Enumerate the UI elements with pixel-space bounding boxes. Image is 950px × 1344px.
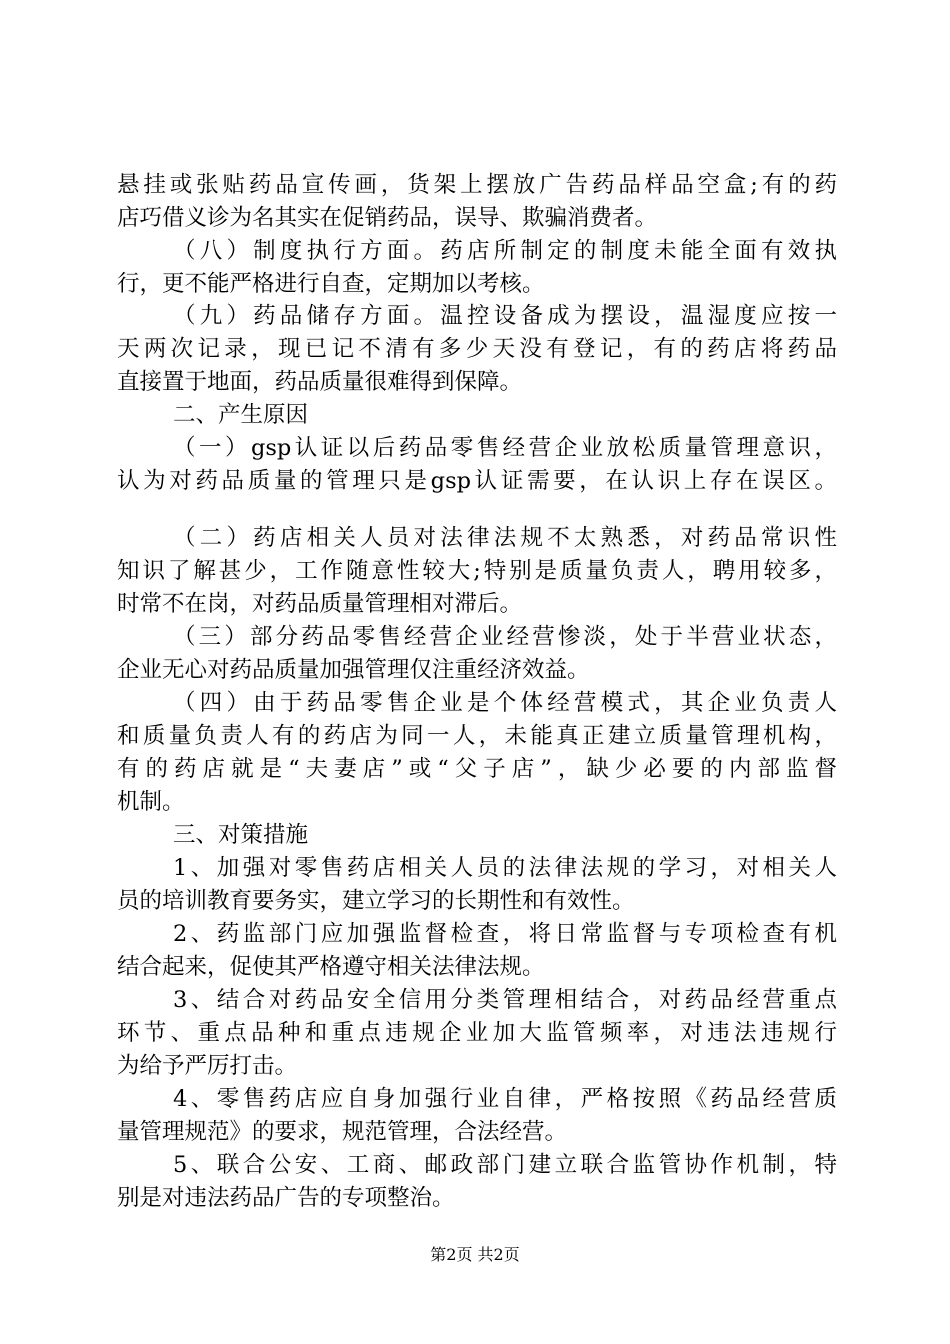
text-line: 知识了解甚少，工作随意性较大;特别是质量负责人，聘用较多， — [117, 558, 837, 584]
paragraph-start-line: 2、药监部门应加强监督检查，将日常监督与专项检查有机 — [173, 921, 837, 947]
text-line: 时常不在岗，对药品质量管理相对滞后。 — [117, 591, 523, 617]
page-number-footer: 第2页 共2页 — [430, 1245, 520, 1264]
section-heading: 二、产生原因 — [173, 402, 309, 428]
text-line: 店巧借义诊为名其实在促销药品，误导、欺骗消费者。 — [117, 205, 658, 231]
paragraph-start-line: 5、联合公安、工商、邮政部门建立联合监管协作机制，特 — [173, 1152, 837, 1178]
text-line: 天两次记录，现已记不清有多少天没有登记，有的药店将药品 — [117, 336, 837, 362]
section-heading: 三、对策措施 — [173, 822, 309, 848]
text-line: 直接置于地面，药品质量很难得到保障。 — [117, 369, 523, 395]
text-line: 为给予严厉打击。 — [117, 1053, 298, 1079]
paragraph-start-line: （九）药品储存方面。温控设备成为摆设，温湿度应按一 — [173, 303, 837, 329]
text-line: 结合起来，促使其严格遵守相关法律法规。 — [117, 954, 545, 980]
text-line: 量管理规范》的要求，规范管理，合法经营。 — [117, 1119, 568, 1145]
text-line: 有的药店就是“夫妻店”或“父子店”，缺少必要的内部监督 — [117, 756, 837, 782]
text-line: 认为对药品质量的管理只是gsp认证需要，在认识上存在误区。 — [117, 468, 837, 494]
paragraph-start-line: 1、加强对零售药店相关人员的法律法规的学习，对相关人 — [173, 855, 837, 881]
text-line: 企业无心对药品质量加强管理仅注重经济效益。 — [117, 657, 590, 683]
text-line: 员的培训教育要务实，建立学习的长期性和有效性。 — [117, 888, 635, 914]
text-line: 别是对违法药品广告的专项整治。 — [117, 1185, 455, 1211]
paragraph-start-line: （四）由于药品零售企业是个体经营模式，其企业负责人 — [173, 690, 837, 716]
paragraph-start-line: （二）药店相关人员对法律法规不太熟悉，对药品常识性 — [173, 525, 837, 551]
text-line: 悬挂或张贴药品宣传画，货架上摆放广告药品样品空盒;有的药 — [117, 172, 837, 198]
paragraph-start-line: （一）gsp认证以后药品零售经营企业放松质量管理意识， — [173, 435, 837, 461]
paragraph-start-line: 4、零售药店应自身加强行业自律，严格按照《药品经营质 — [173, 1086, 837, 1112]
text-line: 机制。 — [117, 789, 185, 815]
paragraph-start-line: （三）部分药品零售经营企业经营惨淡，处于半营业状态， — [173, 624, 837, 650]
text-line: 环节、重点品种和重点违规企业加大监管频率，对违法违规行 — [117, 1020, 837, 1046]
paragraph-start-line: （八）制度执行方面。药店所制定的制度未能全面有效执 — [173, 238, 837, 264]
paragraph-start-line: 3、结合对药品安全信用分类管理相结合，对药品经营重点 — [173, 987, 837, 1013]
text-line: 和质量负责人有的药店为同一人，未能真正建立质量管理机构， — [117, 723, 837, 749]
text-line: 行，更不能严格进行自查，定期加以考核。 — [117, 271, 545, 297]
